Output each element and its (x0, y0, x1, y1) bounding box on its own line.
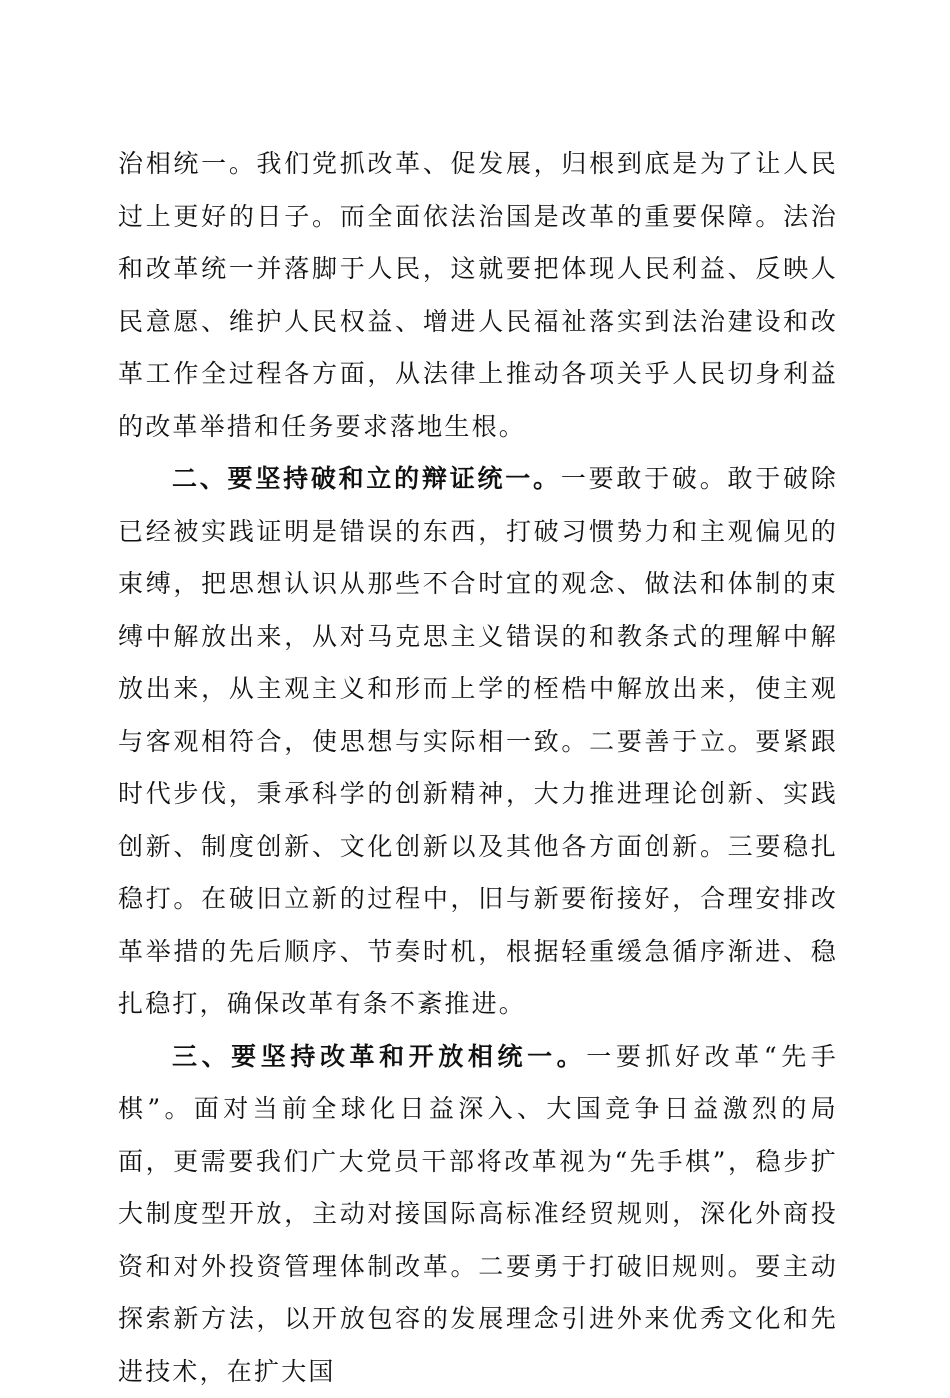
paragraph-text: 一要抓好改革“先手棋”。面对当前全球化日益深入、大国竞争日益激烈的局面，更需要我们广大党员干部将改革视为“先手棋”，稳步扩大制度型开放，主动对接国际高标准经贸规则，深化外商投资和对外投资管理体制改革。二要勇于打破旧规则。要主动探索新方法，以开放包容的发展理念引进外来优秀文化和先进技术，在扩大国 (118, 1042, 838, 1386)
section-heading: 二、要坚持破和立的辩证统一。 (172, 464, 561, 493)
paragraph-continuation (118, 138, 838, 453)
section-heading: 三、要坚持改革和开放相统一。 (172, 1042, 586, 1071)
paragraph-text: 治相统一。我们党抓改革、促发展，归根到底是为了让人民过上更好的日子。而全面依法治国是改革的重要保障。法治和改革统一并落脚于人民，这就要把体现人民利益、反映人民意愿、维护人民权益、增进人民福祉落实到法治建设和改革工作全过程各方面，从法律上推动各项关乎人民切身利益的改革举措和任务要求落地生根。 (118, 149, 838, 441)
paragraph-text: 一要敢于破。敢于破除已经被实践证明是错误的东西，打破习惯势力和主观偏见的束缚，把思想认识从那些不合时宜的观念、做法和体制的束缚中解放出来，从对马克思主义错误的和教条式的理解中解放出来，从主观主义和形而上学的桎梏中解放出来，使主观与客观相符合，使思想与实际相一致。二要善于立。要紧跟时代步伐，秉承科学的创新精神，大力推进理论创新、实践创新、制度创新、文化创新以及其他各方面创新。三要稳扎稳打。在破旧立新的过程中，旧与新要衔接好，合理安排改革举措的先后顺序、节奏时机，根据轻重缓急循序渐进、稳扎稳打，确保改革有条不紊推进。 (118, 464, 838, 1018)
document-body (118, 138, 838, 1398)
paragraph-section-two (118, 453, 838, 1031)
paragraph-section-three (118, 1031, 838, 1398)
